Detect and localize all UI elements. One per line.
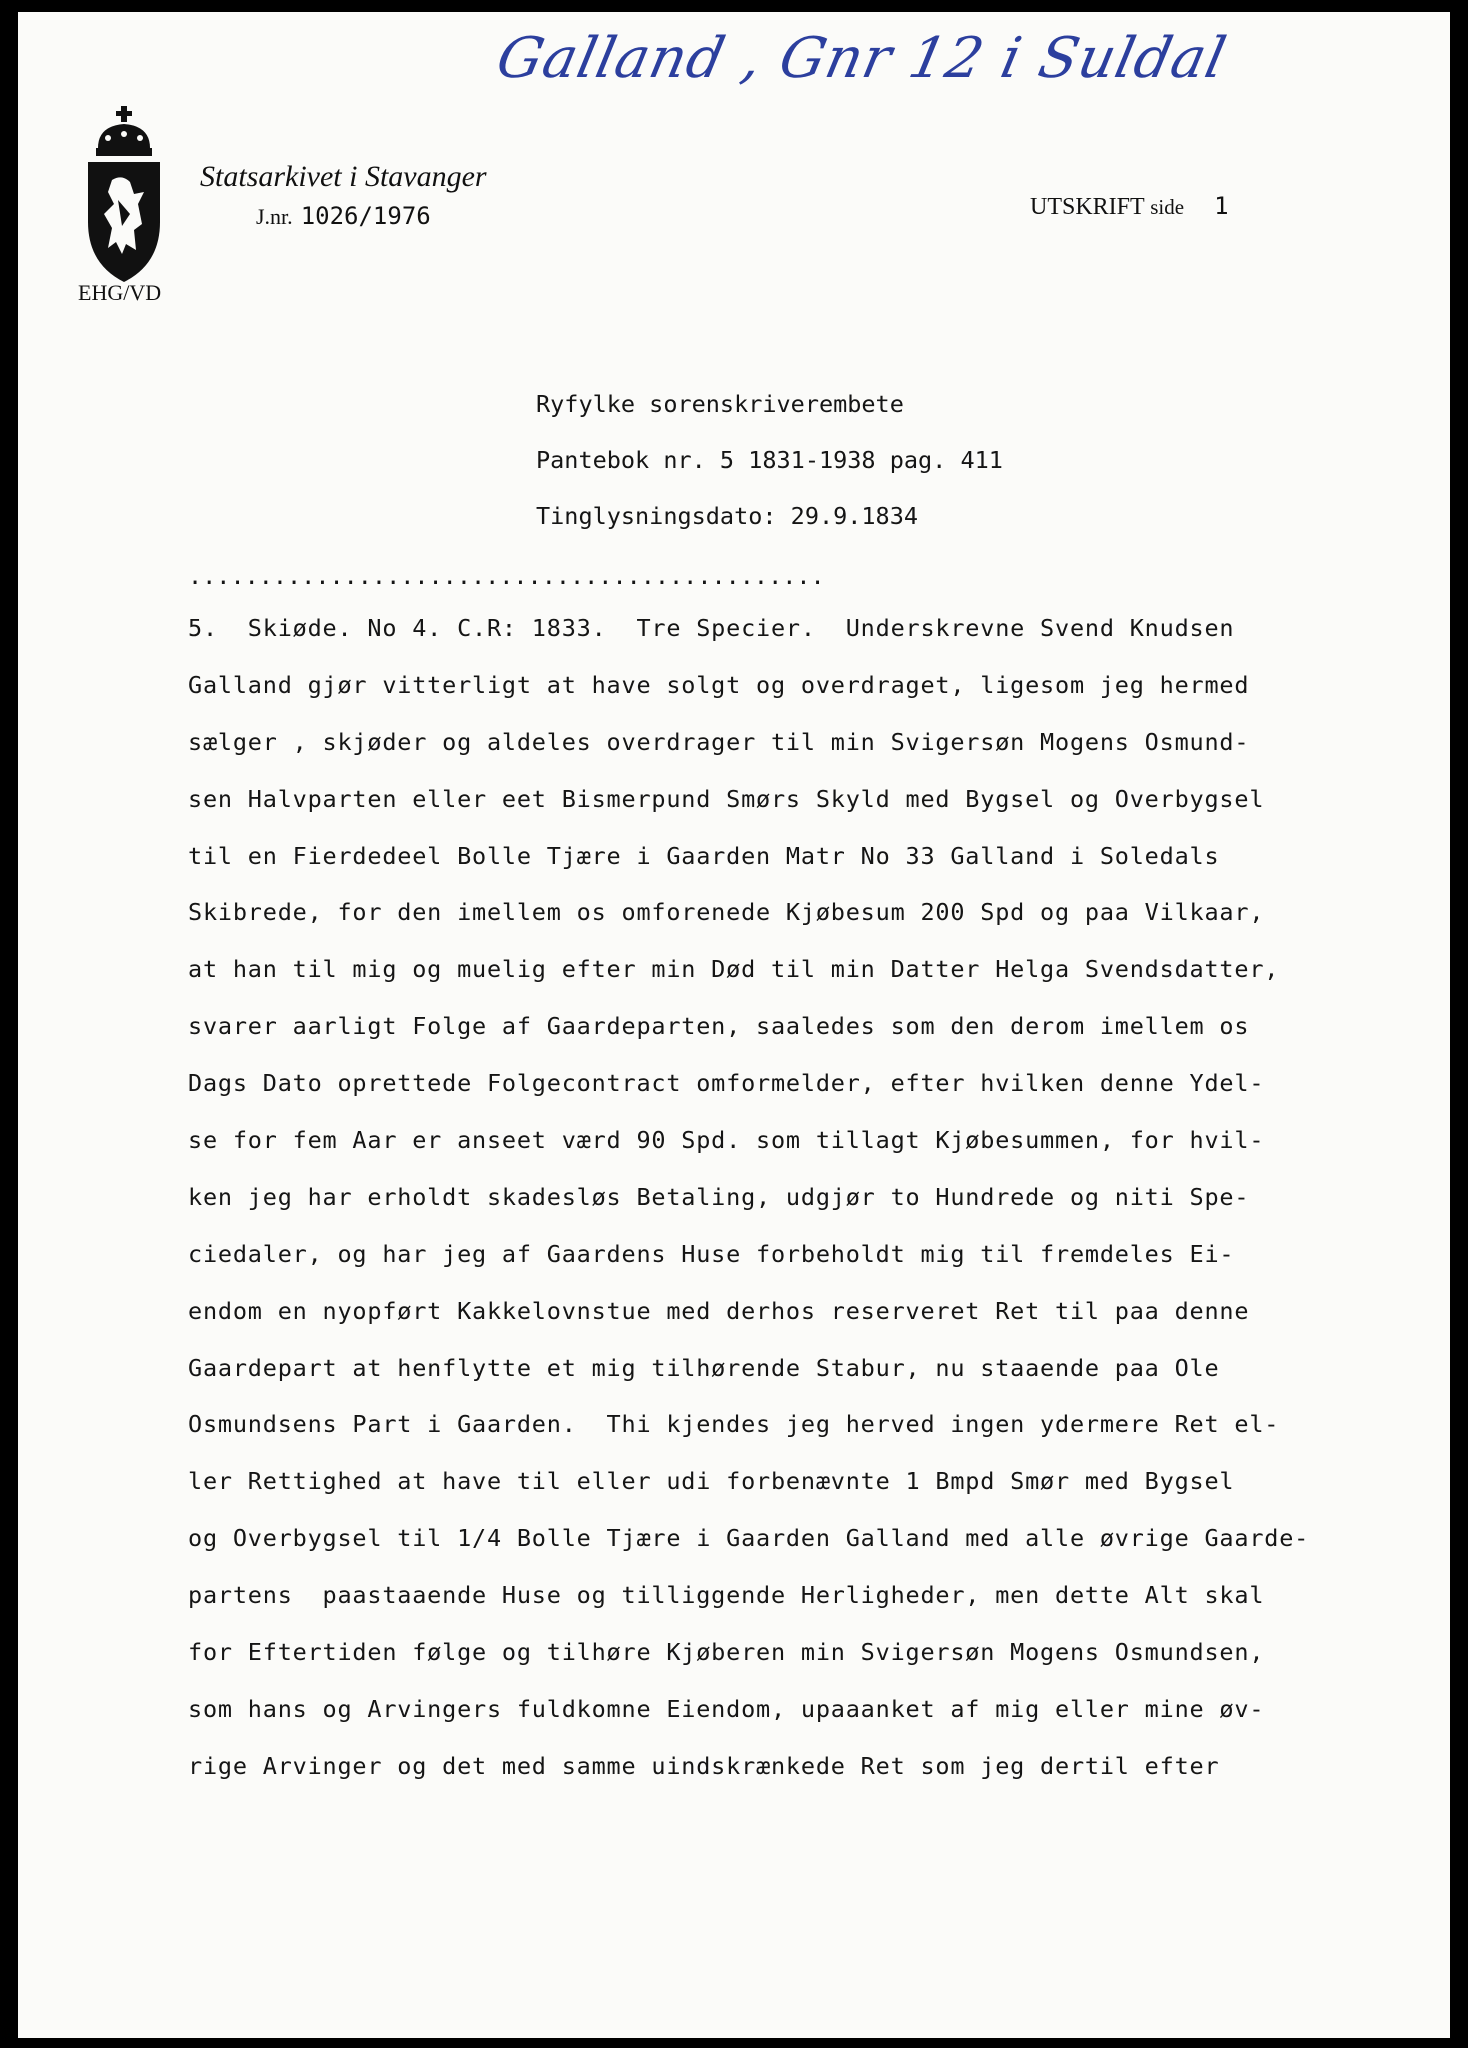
jnr-label: J.nr.: [256, 204, 293, 229]
body-line: partens paastaaende Huse og tilliggende Herligheder, men dette Alt skal: [188, 1581, 1265, 1610]
body-line: og Overbygsel til 1/4 Bolle Tjære i Gaarden Galland med alle øvrige Gaarde-: [188, 1524, 1310, 1553]
body-line: som hans og Arvingers fuldkomne Eiendom, upaaanket af mig eller mine øv-: [188, 1694, 1265, 1723]
jnr-value: 1026/1976: [300, 202, 431, 230]
body-line: Osmundsens Part i Gaarden. Thi kjendes jeg herved ingen ydermere Ret el-: [188, 1410, 1280, 1439]
body-line: se for fem Aar er anseet værd 90 Spd. som tillagt Kjøbesummen, for hvil-: [188, 1126, 1265, 1155]
body-line: Gaardepart at henflytte et mig tilhørende Stabur, nu staaende paa Ole: [188, 1353, 1220, 1382]
body-line: Skibrede, for den imellem os omforenede Kjøbesum 200 Spd og paa Vilkaar,: [188, 898, 1265, 927]
body-line: 5. Skiøde. No 4. C.R: 1833. Tre Specier. Underskrevne Svend Knudsen: [188, 614, 1235, 642]
side-label: side: [1150, 195, 1185, 219]
initials: EHG/VD: [78, 280, 162, 305]
body-line: ken jeg har erholdt skadesløs Betaling, udgjør to Hundrede og niti Spe-: [188, 1182, 1250, 1211]
body-line: ciedaler, og har jeg af Gaardens Huse forbeholdt mig til fremdeles Ei-: [188, 1239, 1235, 1268]
deed-transcription: [188, 600, 1309, 1795]
utskrift-label: UTSKRIFT: [1030, 194, 1145, 220]
court-office-line: Ryfylke sorenskriverembete: [536, 390, 904, 418]
body-line: til en Fierdedeel Bolle Tjære i Gaarden Matr No 33 Galland i Soledals: [188, 841, 1220, 870]
document-page: [18, 12, 1450, 2038]
utskrift-page-label: [1030, 192, 1229, 221]
archive-name: Statsarkivet i Stavanger: [200, 160, 487, 193]
body-line: Galland gjør vitterligt at have solgt og overdraget, ligesom jeg hermed: [188, 670, 1250, 699]
body-line: ler Rettighed at have til eller udi forbenævnte 1 Bmpd Smør med Bygsel: [188, 1467, 1235, 1496]
body-line: Dags Dato oprettede Folgecontract omformelder, efter hvilken denne Ydel-: [188, 1069, 1265, 1098]
body-line: sen Halvparten eller eet Bismerpund Smørs Skyld med Bygsel og Overbygsel: [188, 784, 1265, 813]
body-line: endom en nyopført Kakkelovnstue med derhos reserveret Ret til paa denne: [188, 1296, 1250, 1325]
journal-number: [256, 202, 431, 230]
body-line: rige Arvinger og det med samme uindskrænkede Ret som jeg dertil efter: [188, 1751, 1220, 1780]
body-line: svarer aarligt Folge af Gaardeparten, saaledes som den derom imellem os: [188, 1012, 1250, 1041]
registration-date-line: Tinglysningsdato: 29.9.1834: [536, 502, 919, 530]
body-line: for Eftertiden følge og tilhøre Kjøberen min Svigersøn Mogens Osmundsen,: [188, 1638, 1265, 1667]
norwegian-coat-of-arms-icon: [78, 104, 170, 284]
handwritten-note: Galland , Gnr 12 i Suldal: [491, 26, 1233, 91]
body-line: at han til mig og muelig efter min Død til min Datter Helga Svendsdatter,: [188, 955, 1280, 984]
body-line: sælger , skjøder og aldeles overdrager til min Svigersøn Mogens Osmund-: [188, 727, 1250, 756]
dotted-separator: .............................................: [188, 562, 825, 590]
page-number: 1: [1214, 192, 1229, 220]
mortgage-book-line: Pantebok nr. 5 1831-1938 pag. 411: [536, 446, 1003, 474]
